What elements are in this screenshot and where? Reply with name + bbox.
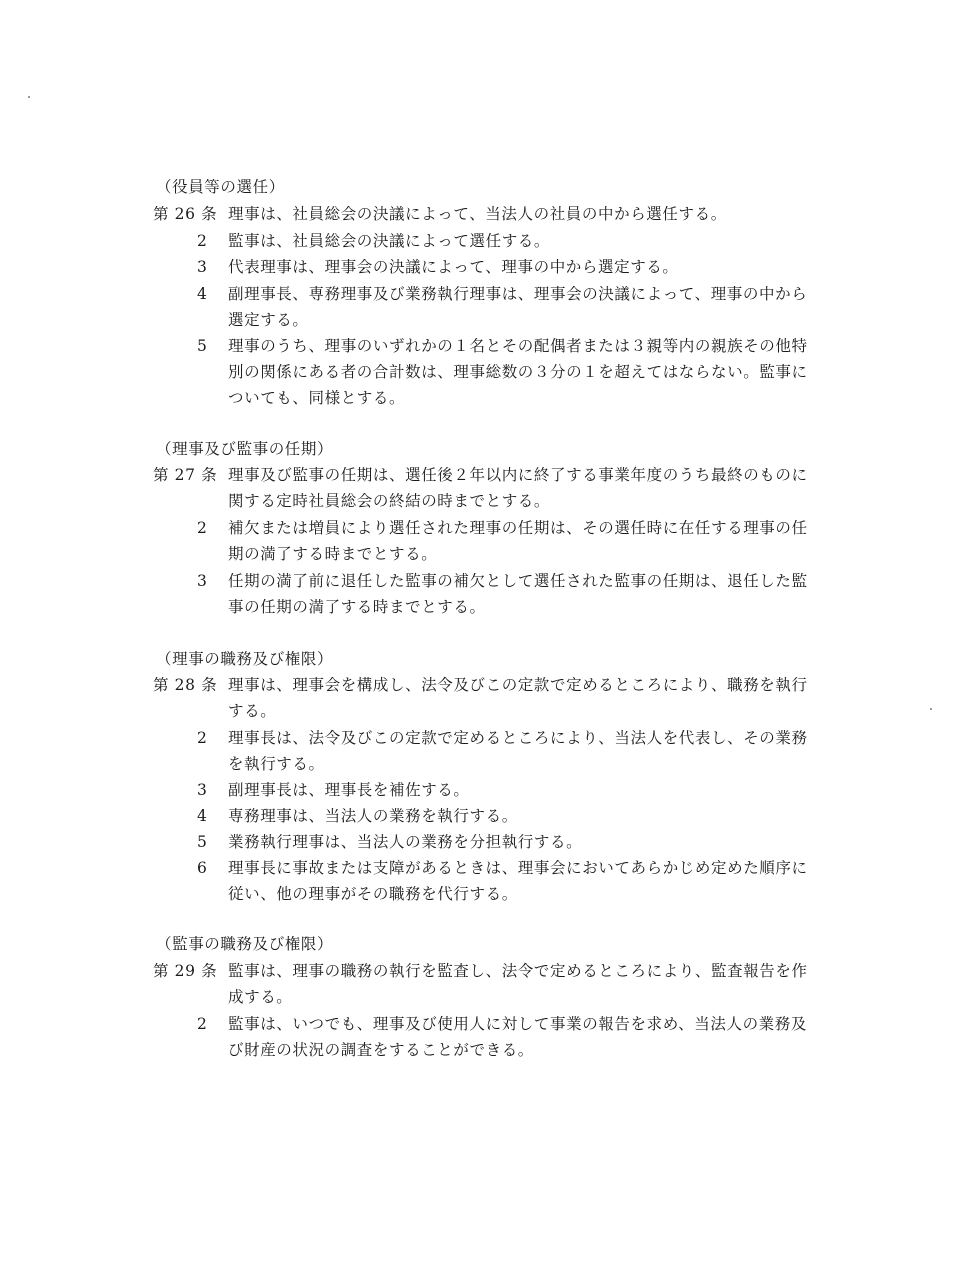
paragraph-text-line: 期の満了する時までとする。 [228,545,438,563]
paragraph-number: 2 [197,1015,208,1033]
article-text-line: 理事及び監事の任期は、選任後２年以内に終了する事業年度のうち最終のものに [228,466,808,484]
paragraph-number: 4 [197,285,208,303]
article-text-line: 成する。 [228,988,293,1006]
article-number: 第 27 条 [153,466,218,484]
paragraph-text-line: 副理事長、専務理事及び業務執行理事は、理事会の決議によって、理事の中から [228,285,808,303]
paragraph-number: 4 [197,807,208,825]
paragraph-text-line: ついても、同様とする。 [228,389,406,407]
article-text-line: 理事は、社員総会の決議によって、当法人の社員の中から選任する。 [228,205,727,223]
article-heading: （役員等の選任） [156,178,285,196]
paragraph-text-line: び財産の状況の調査をすることができる。 [228,1041,534,1059]
article-text-line: 監事は、理事の職務の執行を監査し、法令で定めるところにより、監査報告を作 [228,962,808,980]
paragraph-number: 6 [197,859,208,877]
paragraph-text-line: 監事は、社員総会の決議によって選任する。 [228,232,551,250]
article-heading: （理事の職務及び権限） [156,650,334,668]
article-text-line: 関する定時社員総会の終結の時までとする。 [228,492,551,510]
paragraph-number: 3 [197,258,208,276]
article-number: 第 28 条 [153,676,218,694]
paragraph-text-line: 理事長に事故または支障があるときは、理事会においてあらかじめ定めた順序に [228,859,808,877]
article-number: 第 26 条 [153,205,218,223]
paragraph-text-line: 監事は、いつでも、理事及び使用人に対して事業の報告を求め、当法人の業務及 [228,1015,807,1033]
scan-speck [930,708,932,710]
paragraph-number: 3 [197,572,208,590]
paragraph-text-line: 別の関係にある者の合計数は、理事総数の３分の１を超えてはならない。監事に [228,363,808,381]
paragraph-text-line: を執行する。 [228,755,325,773]
article-number: 第 29 条 [153,962,218,980]
paragraph-text-line: 任期の満了前に退任した監事の補欠として選任された監事の任期は、退任した監 [228,572,808,590]
paragraph-number: 5 [197,337,208,355]
paragraph-number: 2 [197,519,208,537]
paragraph-number: 2 [197,729,208,747]
paragraph-text-line: 事の任期の満了する時までとする。 [228,598,486,616]
paragraph-number: 3 [197,781,208,799]
paragraph-text-line: 業務執行理事は、当法人の業務を分担執行する。 [228,833,583,851]
paragraph-text-line: 補欠または増員により選任された理事の任期は、その選任時に在任する理事の任 [228,519,808,537]
scan-speck [28,96,30,98]
paragraph-text-line: 理事長は、法令及びこの定款で定めるところにより、当法人を代表し、その業務 [228,729,808,747]
paragraph-text-line: 副理事長は、理事長を補佐する。 [228,781,470,799]
paragraph-text-line: 専務理事は、当法人の業務を執行する。 [228,807,518,825]
article-heading: （理事及び監事の任期） [156,440,334,458]
paragraph-text-line: 従い、他の理事がその職務を代行する。 [228,885,518,903]
paragraph-number: 5 [197,833,208,851]
article-text-line: する。 [228,702,277,720]
paragraph-text-line: 代表理事は、理事会の決議によって、理事の中から選定する。 [228,258,679,276]
paragraph-text-line: 選定する。 [228,311,309,329]
article-text-line: 理事は、理事会を構成し、法令及びこの定款で定めるところにより、職務を執行 [228,676,808,694]
article-heading: （監事の職務及び権限） [156,935,334,953]
paragraph-number: 2 [197,232,208,250]
paragraph-text-line: 理事のうち、理事のいずれかの１名とその配偶者または３親等内の親族その他特 [228,337,808,355]
